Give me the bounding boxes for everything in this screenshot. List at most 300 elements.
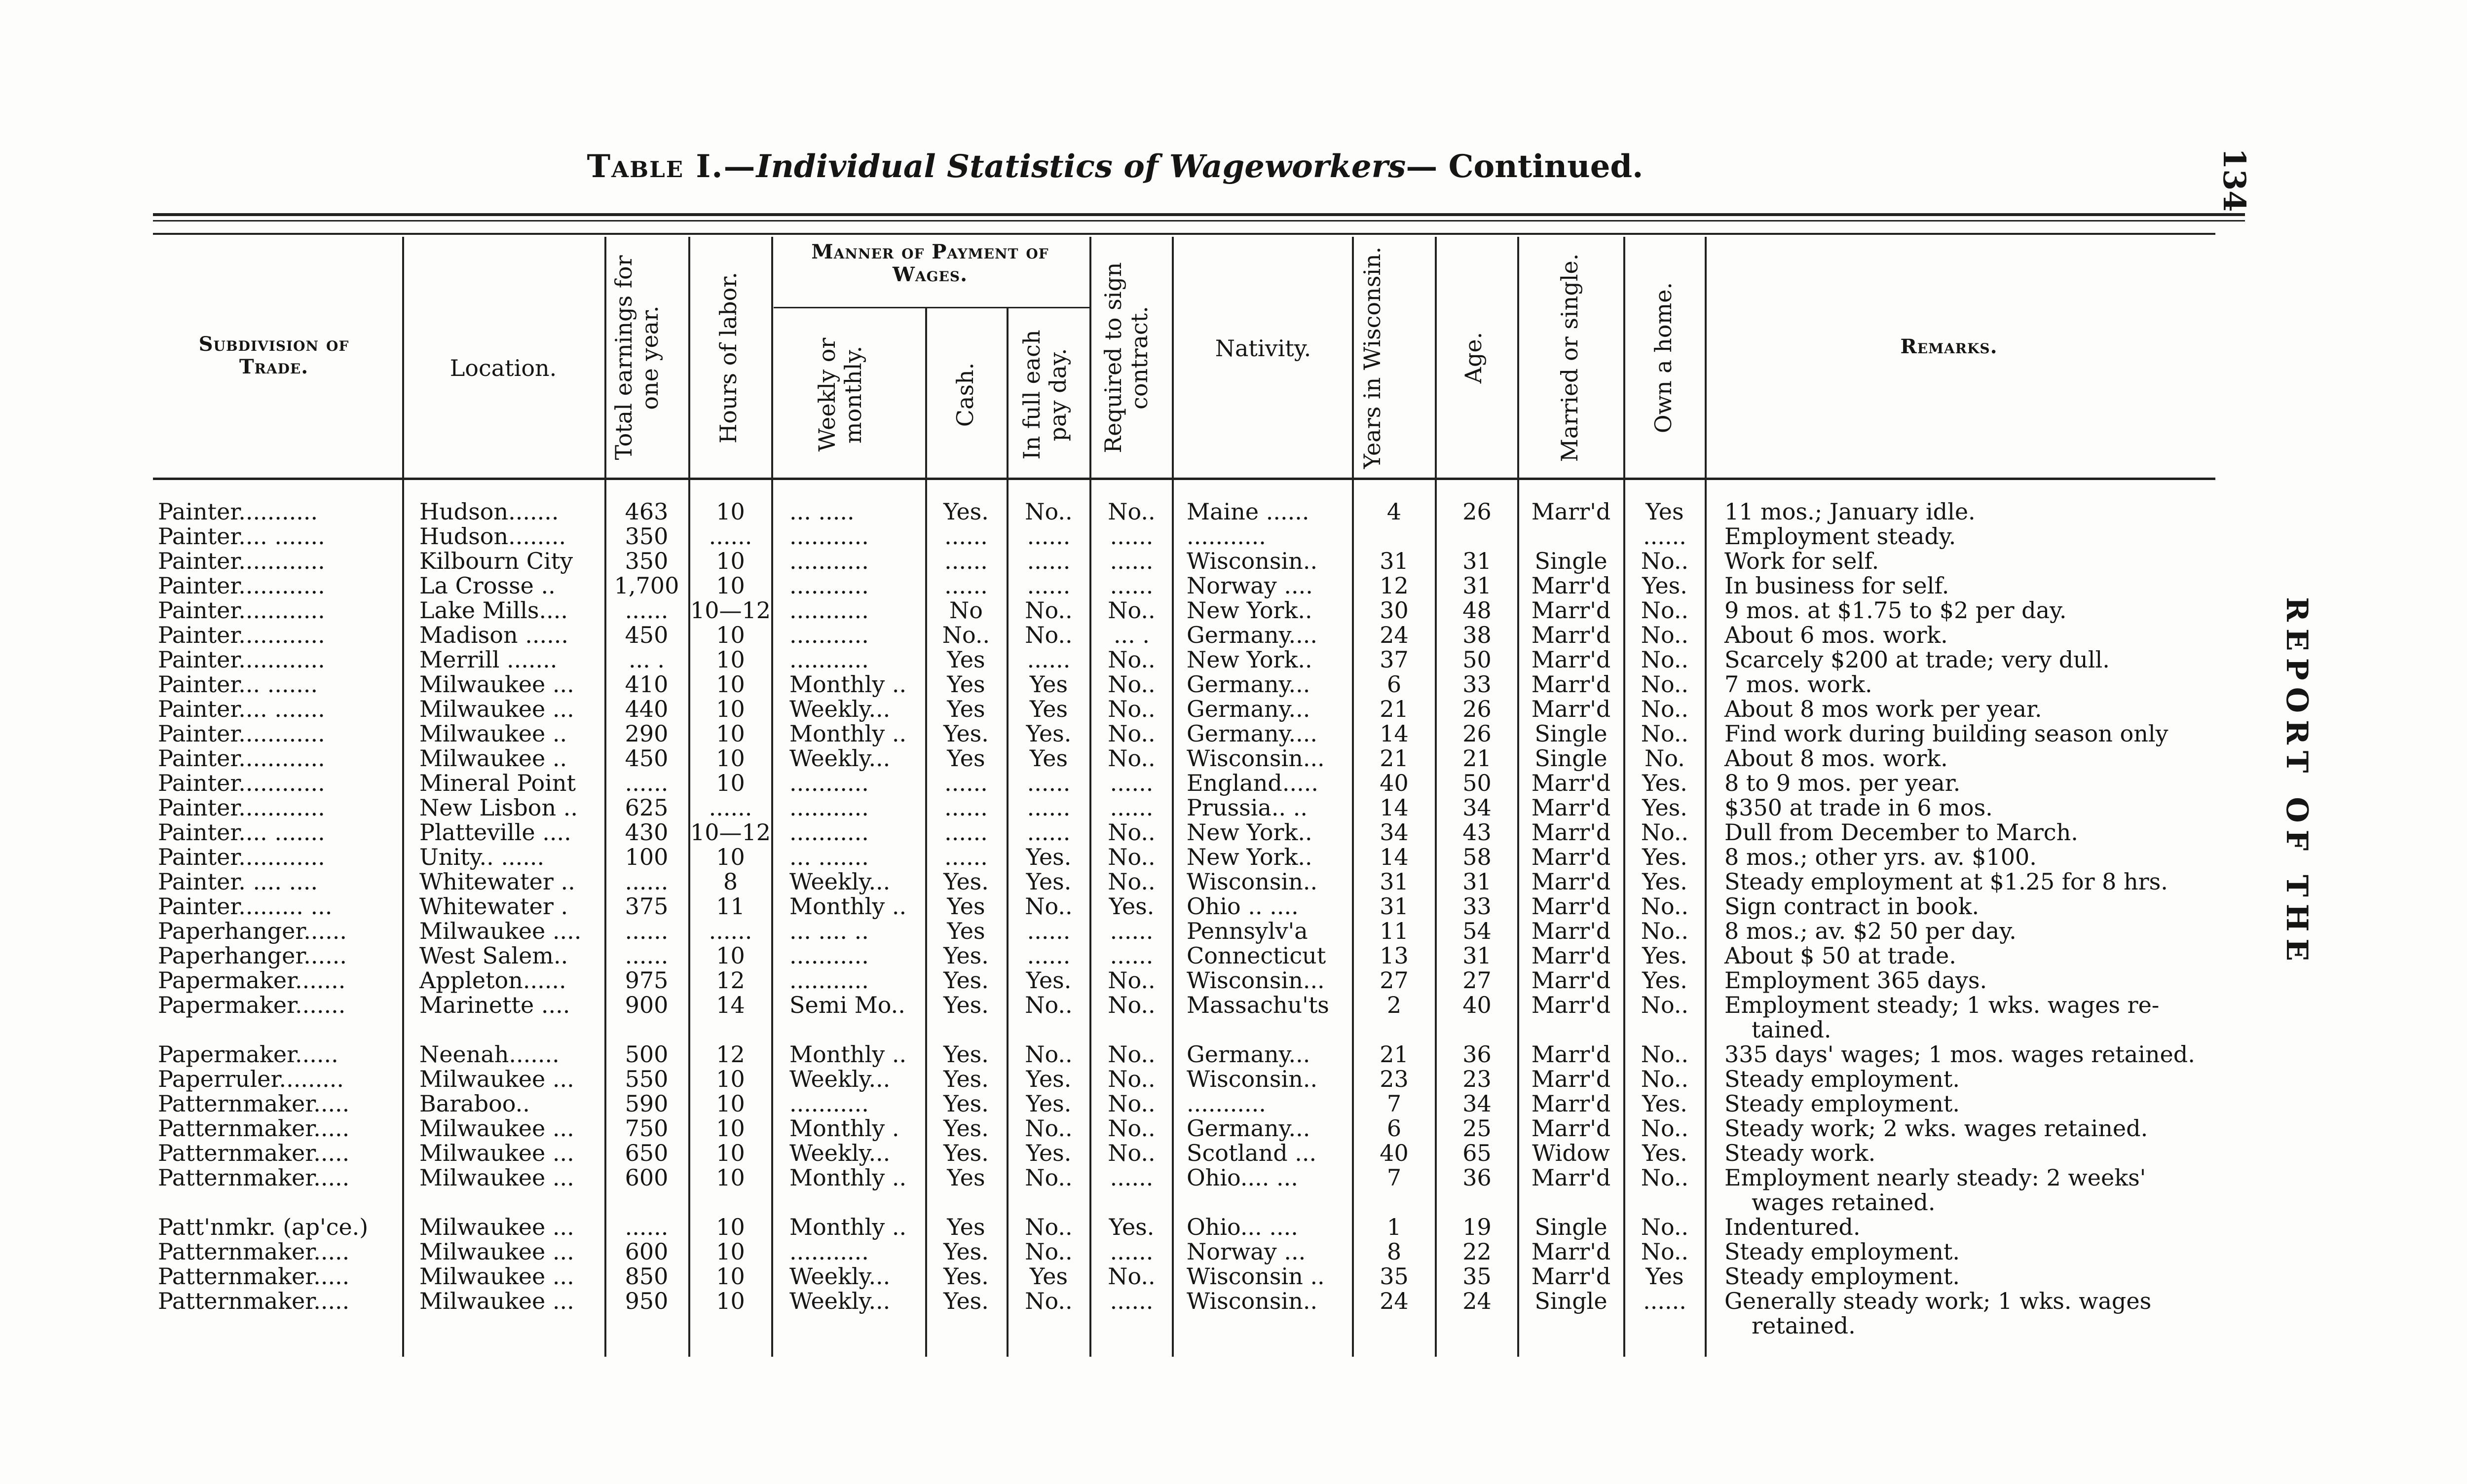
cell-age: 24: [1462, 1288, 1492, 1314]
cell-location: Merrill .......: [419, 646, 558, 673]
cell-home: Yes.: [1642, 967, 1687, 994]
cell-cash: Yes.: [943, 1263, 989, 1290]
cell-location: Milwaukee ...: [419, 1164, 574, 1191]
cell-nativity: Connecticut: [1187, 942, 1326, 969]
table-row: [0, 1164, 2230, 1216]
cell-weekly: Monthly ..: [789, 1214, 907, 1240]
cell-nativity: Wisconsin...: [1187, 745, 1325, 772]
header-top-rule: [153, 233, 2215, 235]
cell-remarks: 335 days' wages; 1 mos. wages retained.: [1724, 1041, 2195, 1068]
cell-cash: Yes.: [943, 1041, 989, 1068]
cell-home: No..: [1641, 1214, 1689, 1240]
cell-infull: No..: [1025, 622, 1073, 648]
cell-nativity: Germany...: [1187, 1115, 1310, 1142]
header-hours: Hours of labor.: [715, 272, 742, 444]
cell-hours: ......: [709, 523, 752, 550]
cell-location: Whitewater .: [419, 893, 568, 920]
cell-nativity: Pennsylv'a: [1187, 918, 1308, 944]
cell-location: Madison ......: [419, 622, 568, 648]
cell-infull: No..: [1025, 1288, 1073, 1314]
table-row: [0, 820, 2230, 845]
cell-weekly: ...........: [789, 523, 869, 550]
cell-remarks: 8 to 9 mos. per year.: [1724, 770, 1961, 796]
cell-location: Mineral Point: [419, 770, 576, 796]
cell-years: 11: [1380, 918, 1409, 944]
cell-home: No..: [1641, 1041, 1689, 1068]
cell-earnings: 350: [625, 548, 669, 574]
cell-infull: No..: [1025, 1041, 1073, 1068]
cell-weekly: Weekly...: [789, 1066, 891, 1092]
cell-age: 34: [1462, 794, 1492, 821]
cell-earnings: 375: [625, 893, 669, 920]
cell-hours: 10: [716, 1090, 745, 1117]
cell-infull: Yes.: [1026, 720, 1072, 747]
cell-hours: 10: [716, 1214, 745, 1240]
cell-earnings: 100: [625, 844, 669, 870]
cell-weekly: Weekly...: [789, 1288, 891, 1314]
cell-home: No..: [1641, 819, 1689, 846]
table-row: [0, 1215, 2230, 1239]
table-row: [0, 1116, 2230, 1141]
cell-infull: No..: [1025, 893, 1073, 920]
cell-married: Marr'd: [1531, 1164, 1611, 1191]
cell-nativity: Norway ...: [1187, 1238, 1306, 1265]
cell-age: 50: [1462, 646, 1492, 673]
cell-age: 33: [1462, 893, 1492, 920]
cell-cash: Yes.: [943, 868, 989, 895]
cell-weekly: ...........: [789, 548, 869, 574]
cell-contract: No..: [1108, 745, 1156, 772]
cell-years: 21: [1380, 1041, 1409, 1068]
cell-nativity: New York..: [1187, 844, 1312, 870]
cell-home: ......: [1643, 523, 1686, 550]
cell-age: 50: [1462, 770, 1492, 796]
cell-remarks: Employment steady.: [1724, 523, 1956, 550]
cell-contract: ......: [1110, 770, 1154, 796]
cell-contract: No..: [1108, 498, 1156, 525]
cell-weekly: ... .......: [789, 844, 869, 870]
cell-married: Widow: [1532, 1140, 1610, 1166]
cell-years: 1: [1386, 1214, 1402, 1240]
table-title: [0, 148, 2230, 185]
running-head: REPORT OF THE: [2280, 597, 2314, 968]
cell-infull: ......: [1027, 548, 1071, 574]
cell-married: Marr'd: [1531, 819, 1611, 846]
cell-trade: Painter............: [158, 646, 325, 673]
cell-weekly: Monthly ..: [789, 1041, 907, 1068]
cell-hours: 10—12: [690, 597, 771, 624]
cell-infull: ......: [1027, 572, 1071, 599]
header-contract: Required to sign contract.: [1100, 262, 1153, 453]
cell-infull: No..: [1025, 1214, 1073, 1240]
cell-remarks: In business for self.: [1724, 572, 1949, 599]
cell-contract: No..: [1108, 720, 1156, 747]
cell-location: Milwaukee ...: [419, 1140, 574, 1166]
cell-weekly: ... .... ..: [789, 918, 869, 944]
cell-earnings: 600: [625, 1238, 669, 1265]
cell-location: Milwaukee ....: [419, 918, 582, 944]
cell-years: 8: [1386, 1238, 1402, 1265]
cell-remarks-continued: tained.: [1752, 1016, 1832, 1043]
cell-weekly: Monthly ..: [789, 720, 907, 747]
cell-cash: ......: [944, 794, 988, 821]
cell-contract: ......: [1110, 572, 1154, 599]
cell-nativity: Wisconsin...: [1187, 967, 1325, 994]
cell-home: Yes.: [1642, 844, 1687, 870]
cell-married: Marr'd: [1531, 1041, 1611, 1068]
table-row: [0, 1239, 2230, 1264]
cell-home: No..: [1641, 918, 1689, 944]
cell-years: 30: [1380, 597, 1409, 624]
cell-married: Single: [1534, 1214, 1607, 1240]
cell-home: No..: [1641, 720, 1689, 747]
cell-cash: ......: [944, 572, 988, 599]
cell-earnings: ......: [625, 770, 669, 796]
cell-trade: Painter............: [158, 770, 325, 796]
cell-location: Baraboo..: [419, 1090, 530, 1117]
cell-home: Yes.: [1642, 942, 1687, 969]
cell-weekly: ...........: [789, 1238, 869, 1265]
cell-years: 6: [1386, 671, 1402, 698]
cell-nativity: Germany....: [1187, 622, 1317, 648]
cell-trade: Patternmaker.....: [158, 1263, 350, 1290]
cell-weekly: ...........: [789, 819, 869, 846]
cell-married: Single: [1534, 1288, 1607, 1314]
table-row: [0, 869, 2230, 894]
cell-married: Marr'd: [1531, 572, 1611, 599]
cell-age: 26: [1462, 696, 1492, 722]
cell-nativity: New York..: [1187, 597, 1312, 624]
cell-earnings: 430: [625, 819, 669, 846]
cell-trade: Patternmaker.....: [158, 1288, 350, 1314]
cell-location: Milwaukee ...: [419, 696, 574, 722]
cell-cash: Yes: [947, 646, 985, 673]
cell-hours: 10: [716, 696, 745, 722]
cell-age: 38: [1462, 622, 1492, 648]
cell-nativity: Ohio... ....: [1187, 1214, 1298, 1240]
cell-earnings: 410: [625, 671, 669, 698]
cell-age: 40: [1462, 992, 1492, 1018]
cell-infull: Yes.: [1026, 1066, 1072, 1092]
cell-married: Marr'd: [1531, 1263, 1611, 1290]
table-row: [0, 919, 2230, 943]
cell-cash: Yes.: [943, 942, 989, 969]
cell-earnings: 440: [625, 696, 669, 722]
cell-nativity: Germany...: [1187, 1041, 1310, 1068]
cell-location: Hudson.......: [419, 498, 559, 525]
cell-home: Yes.: [1642, 868, 1687, 895]
cell-hours: 10: [716, 572, 745, 599]
cell-hours: 10: [716, 1238, 745, 1265]
cell-home: No..: [1641, 1066, 1689, 1092]
cell-nativity: Maine ......: [1187, 498, 1309, 525]
cell-home: Yes: [1645, 1263, 1684, 1290]
cell-earnings: 500: [625, 1041, 669, 1068]
cell-nativity: Prussia.. ..: [1187, 794, 1308, 821]
table-row: [0, 1067, 2230, 1091]
cell-contract: No..: [1108, 1115, 1156, 1142]
cell-location: Milwaukee ...: [419, 671, 574, 698]
cell-hours: 8: [723, 868, 738, 895]
cell-cash: Yes.: [943, 967, 989, 994]
cell-cash: ......: [944, 523, 988, 550]
cell-hours: 10: [716, 646, 745, 673]
cell-nativity: England.....: [1187, 770, 1318, 796]
cell-weekly: Weekly...: [789, 868, 891, 895]
cell-trade: Patternmaker.....: [158, 1090, 350, 1117]
cell-infull: Yes.: [1026, 1140, 1072, 1166]
cell-hours: 10: [716, 844, 745, 870]
cell-location: Hudson........: [419, 523, 566, 550]
cell-remarks: Steady employment at $1.25 for 8 hrs.: [1724, 868, 2168, 895]
cell-hours: 14: [716, 992, 745, 1018]
cell-trade: Painter............: [158, 794, 325, 821]
cell-cash: ......: [944, 770, 988, 796]
cell-nativity: Wisconsin ..: [1187, 1263, 1325, 1290]
cell-earnings: 550: [625, 1066, 669, 1092]
cell-age: 25: [1462, 1115, 1492, 1142]
cell-weekly: Weekly...: [789, 745, 891, 772]
cell-married: Marr'd: [1531, 498, 1611, 525]
cell-age: 48: [1462, 597, 1492, 624]
cell-location: Lake Mills....: [419, 597, 568, 624]
cell-married: Marr'd: [1531, 794, 1611, 821]
cell-contract: No..: [1108, 819, 1156, 846]
cell-infull: Yes: [1029, 1263, 1068, 1290]
cell-hours: 10: [716, 770, 745, 796]
cell-earnings: 590: [625, 1090, 669, 1117]
cell-age: 19: [1462, 1214, 1492, 1240]
table-row: [0, 845, 2230, 869]
header-home: Own a home.: [1650, 282, 1677, 434]
cell-cash: ......: [944, 844, 988, 870]
table-row: [0, 573, 2230, 598]
cell-weekly: ...........: [789, 622, 869, 648]
cell-location: Milwaukee ...: [419, 1238, 574, 1265]
cell-weekly: Monthly .: [789, 1115, 899, 1142]
cell-home: No..: [1641, 1238, 1689, 1265]
cell-married: Single: [1534, 548, 1607, 574]
cell-contract: ......: [1110, 523, 1154, 550]
cell-married: Single: [1534, 720, 1607, 747]
header-nativity: Nativity.: [1215, 335, 1311, 362]
cell-age: 26: [1462, 498, 1492, 525]
cell-weekly: Monthly ..: [789, 893, 907, 920]
cell-nativity: Germany...: [1187, 671, 1310, 698]
cell-earnings: 350: [625, 523, 669, 550]
cell-remarks: Generally steady work; 1 wks. wages: [1724, 1288, 2152, 1314]
cell-trade: Painter.... .......: [158, 523, 325, 550]
cell-contract: No..: [1108, 671, 1156, 698]
cell-location: Neenah.......: [419, 1041, 560, 1068]
cell-cash: Yes.: [943, 1288, 989, 1314]
cell-remarks-continued: wages retained.: [1752, 1189, 1936, 1216]
cell-years: 6: [1386, 1115, 1402, 1142]
cell-age: 33: [1462, 671, 1492, 698]
cell-contract: No..: [1108, 597, 1156, 624]
cell-trade: Painter. .... ....: [158, 868, 318, 895]
cell-trade: Painter............: [158, 745, 325, 772]
cell-hours: 10: [716, 1263, 745, 1290]
cell-earnings: 900: [625, 992, 669, 1018]
table-row: [0, 499, 2230, 524]
cell-infull: ......: [1027, 918, 1071, 944]
cell-years: 34: [1380, 819, 1409, 846]
cell-weekly: Monthly ..: [789, 1164, 907, 1191]
table-row: [0, 697, 2230, 721]
cell-married: Marr'd: [1531, 893, 1611, 920]
cell-age: 58: [1462, 844, 1492, 870]
cell-location: Appleton......: [419, 967, 566, 994]
cell-contract: No..: [1108, 696, 1156, 722]
cell-hours: 10: [716, 1066, 745, 1092]
cell-home: No..: [1641, 548, 1689, 574]
cell-earnings: 625: [625, 794, 669, 821]
cell-infull: Yes.: [1026, 967, 1072, 994]
top-rule-1: [153, 213, 2245, 216]
cell-remarks: Employment nearly steady: 2 weeks': [1724, 1164, 2146, 1191]
cell-earnings: 463: [625, 498, 669, 525]
cell-location: Platteville ....: [419, 819, 571, 846]
cell-contract: ... .: [1113, 622, 1150, 648]
cell-years: 21: [1380, 745, 1409, 772]
table-row: [0, 968, 2230, 993]
cell-location: Milwaukee ...: [419, 1214, 574, 1240]
table-row: [0, 894, 2230, 919]
cell-nativity: Ohio .. ....: [1187, 893, 1299, 920]
page-number: 134: [2216, 148, 2252, 212]
cell-nativity: ...........: [1187, 523, 1266, 550]
cell-trade: Painter............: [158, 622, 325, 648]
cell-married: Marr'd: [1531, 918, 1611, 944]
cell-hours: 10: [716, 1288, 745, 1314]
cell-cash: Yes.: [943, 720, 989, 747]
cell-age: 43: [1462, 819, 1492, 846]
header-location: Location.: [449, 355, 557, 381]
cell-years: 27: [1380, 967, 1409, 994]
cell-age: 54: [1462, 918, 1492, 944]
table-row: [0, 1288, 2230, 1339]
cell-nativity: Scotland ...: [1187, 1140, 1317, 1166]
cell-infull: Yes.: [1026, 844, 1072, 870]
title-suffix: — Continued.: [1406, 148, 1644, 185]
cell-cash: Yes.: [943, 1238, 989, 1265]
cell-location: Milwaukee ..: [419, 720, 567, 747]
cell-cash: Yes: [947, 893, 985, 920]
cell-trade: Painter...........: [158, 498, 318, 525]
cell-hours: 12: [716, 967, 745, 994]
cell-trade: Paperhanger......: [158, 942, 347, 969]
cell-years: 35: [1380, 1263, 1409, 1290]
cell-location: Unity.. ......: [419, 844, 545, 870]
cell-contract: No..: [1108, 967, 1156, 994]
cell-age: 31: [1462, 548, 1492, 574]
cell-age: 36: [1462, 1164, 1492, 1191]
cell-married: Marr'd: [1531, 868, 1611, 895]
cell-remarks: Steady employment.: [1724, 1066, 1960, 1092]
cell-infull: Yes: [1029, 745, 1068, 772]
table-row: [0, 524, 2230, 549]
table-row: [0, 1141, 2230, 1165]
cell-infull: No..: [1025, 1115, 1073, 1142]
cell-infull: Yes.: [1026, 1090, 1072, 1117]
cell-contract: No..: [1108, 646, 1156, 673]
cell-age: 23: [1462, 1066, 1492, 1092]
cell-cash: Yes.: [943, 498, 989, 525]
cell-weekly: ...........: [789, 967, 869, 994]
cell-earnings: ......: [625, 942, 669, 969]
cell-earnings: 850: [625, 1263, 669, 1290]
cell-trade: Painter.... .......: [158, 819, 325, 846]
table-row: [0, 721, 2230, 746]
cell-contract: No..: [1108, 844, 1156, 870]
cell-hours: 11: [716, 893, 745, 920]
cell-earnings: 1,700: [614, 572, 679, 599]
cell-hours: 10: [716, 1164, 745, 1191]
cell-home: ......: [1643, 1288, 1686, 1314]
cell-infull: ......: [1027, 770, 1071, 796]
cell-home: Yes.: [1642, 794, 1687, 821]
cell-earnings: ... .: [628, 646, 665, 673]
cell-age: 34: [1462, 1090, 1492, 1117]
cell-home: No..: [1641, 893, 1689, 920]
cell-earnings: ......: [625, 918, 669, 944]
cell-infull: ......: [1027, 794, 1071, 821]
cell-age: 22: [1462, 1238, 1492, 1265]
cell-weekly: ...........: [789, 942, 869, 969]
cell-trade: Patternmaker.....: [158, 1238, 350, 1265]
cell-years: 7: [1386, 1090, 1402, 1117]
table-row: [0, 1091, 2230, 1116]
cell-nativity: Norway ....: [1187, 572, 1313, 599]
cell-married: Marr'd: [1531, 696, 1611, 722]
cell-years: 37: [1380, 646, 1409, 673]
cell-infull: Yes.: [1026, 868, 1072, 895]
cell-trade: Paperruler.........: [158, 1066, 344, 1092]
cell-years: 23: [1380, 1066, 1409, 1092]
cell-married: Marr'd: [1531, 597, 1611, 624]
cell-remarks: 8 mos.; other yrs. av. $100.: [1724, 844, 2037, 870]
cell-years: 40: [1380, 1140, 1409, 1166]
cell-home: No..: [1641, 1115, 1689, 1142]
cell-years: 4: [1386, 498, 1402, 525]
cell-remarks-continued: retained.: [1752, 1312, 1856, 1339]
cell-location: La Crosse ..: [419, 572, 556, 599]
cell-remarks: 9 mos. at $1.75 to $2 per day.: [1724, 597, 2067, 624]
table-row: [0, 771, 2230, 795]
cell-infull: No..: [1025, 992, 1073, 1018]
cell-married: Marr'd: [1531, 844, 1611, 870]
cell-trade: Painter............: [158, 720, 325, 747]
cell-weekly: ...........: [789, 572, 869, 599]
cell-infull: No..: [1025, 1164, 1073, 1191]
cell-years: 31: [1380, 548, 1409, 574]
cell-married: Single: [1534, 745, 1607, 772]
cell-remarks: About $ 50 at trade.: [1724, 942, 1956, 969]
cell-weekly: ...........: [789, 794, 869, 821]
cell-age: 31: [1462, 572, 1492, 599]
header-married: Married or single.: [1556, 253, 1583, 462]
cell-age: 36: [1462, 1041, 1492, 1068]
cell-trade: Painter.... .......: [158, 696, 325, 722]
cell-contract: No..: [1108, 1090, 1156, 1117]
cell-married: Marr'd: [1531, 1115, 1611, 1142]
cell-weekly: Weekly...: [789, 696, 891, 722]
cell-contract: No..: [1108, 992, 1156, 1018]
cell-home: No..: [1641, 671, 1689, 698]
cell-contract: Yes.: [1109, 893, 1155, 920]
cell-contract: No..: [1108, 1263, 1156, 1290]
